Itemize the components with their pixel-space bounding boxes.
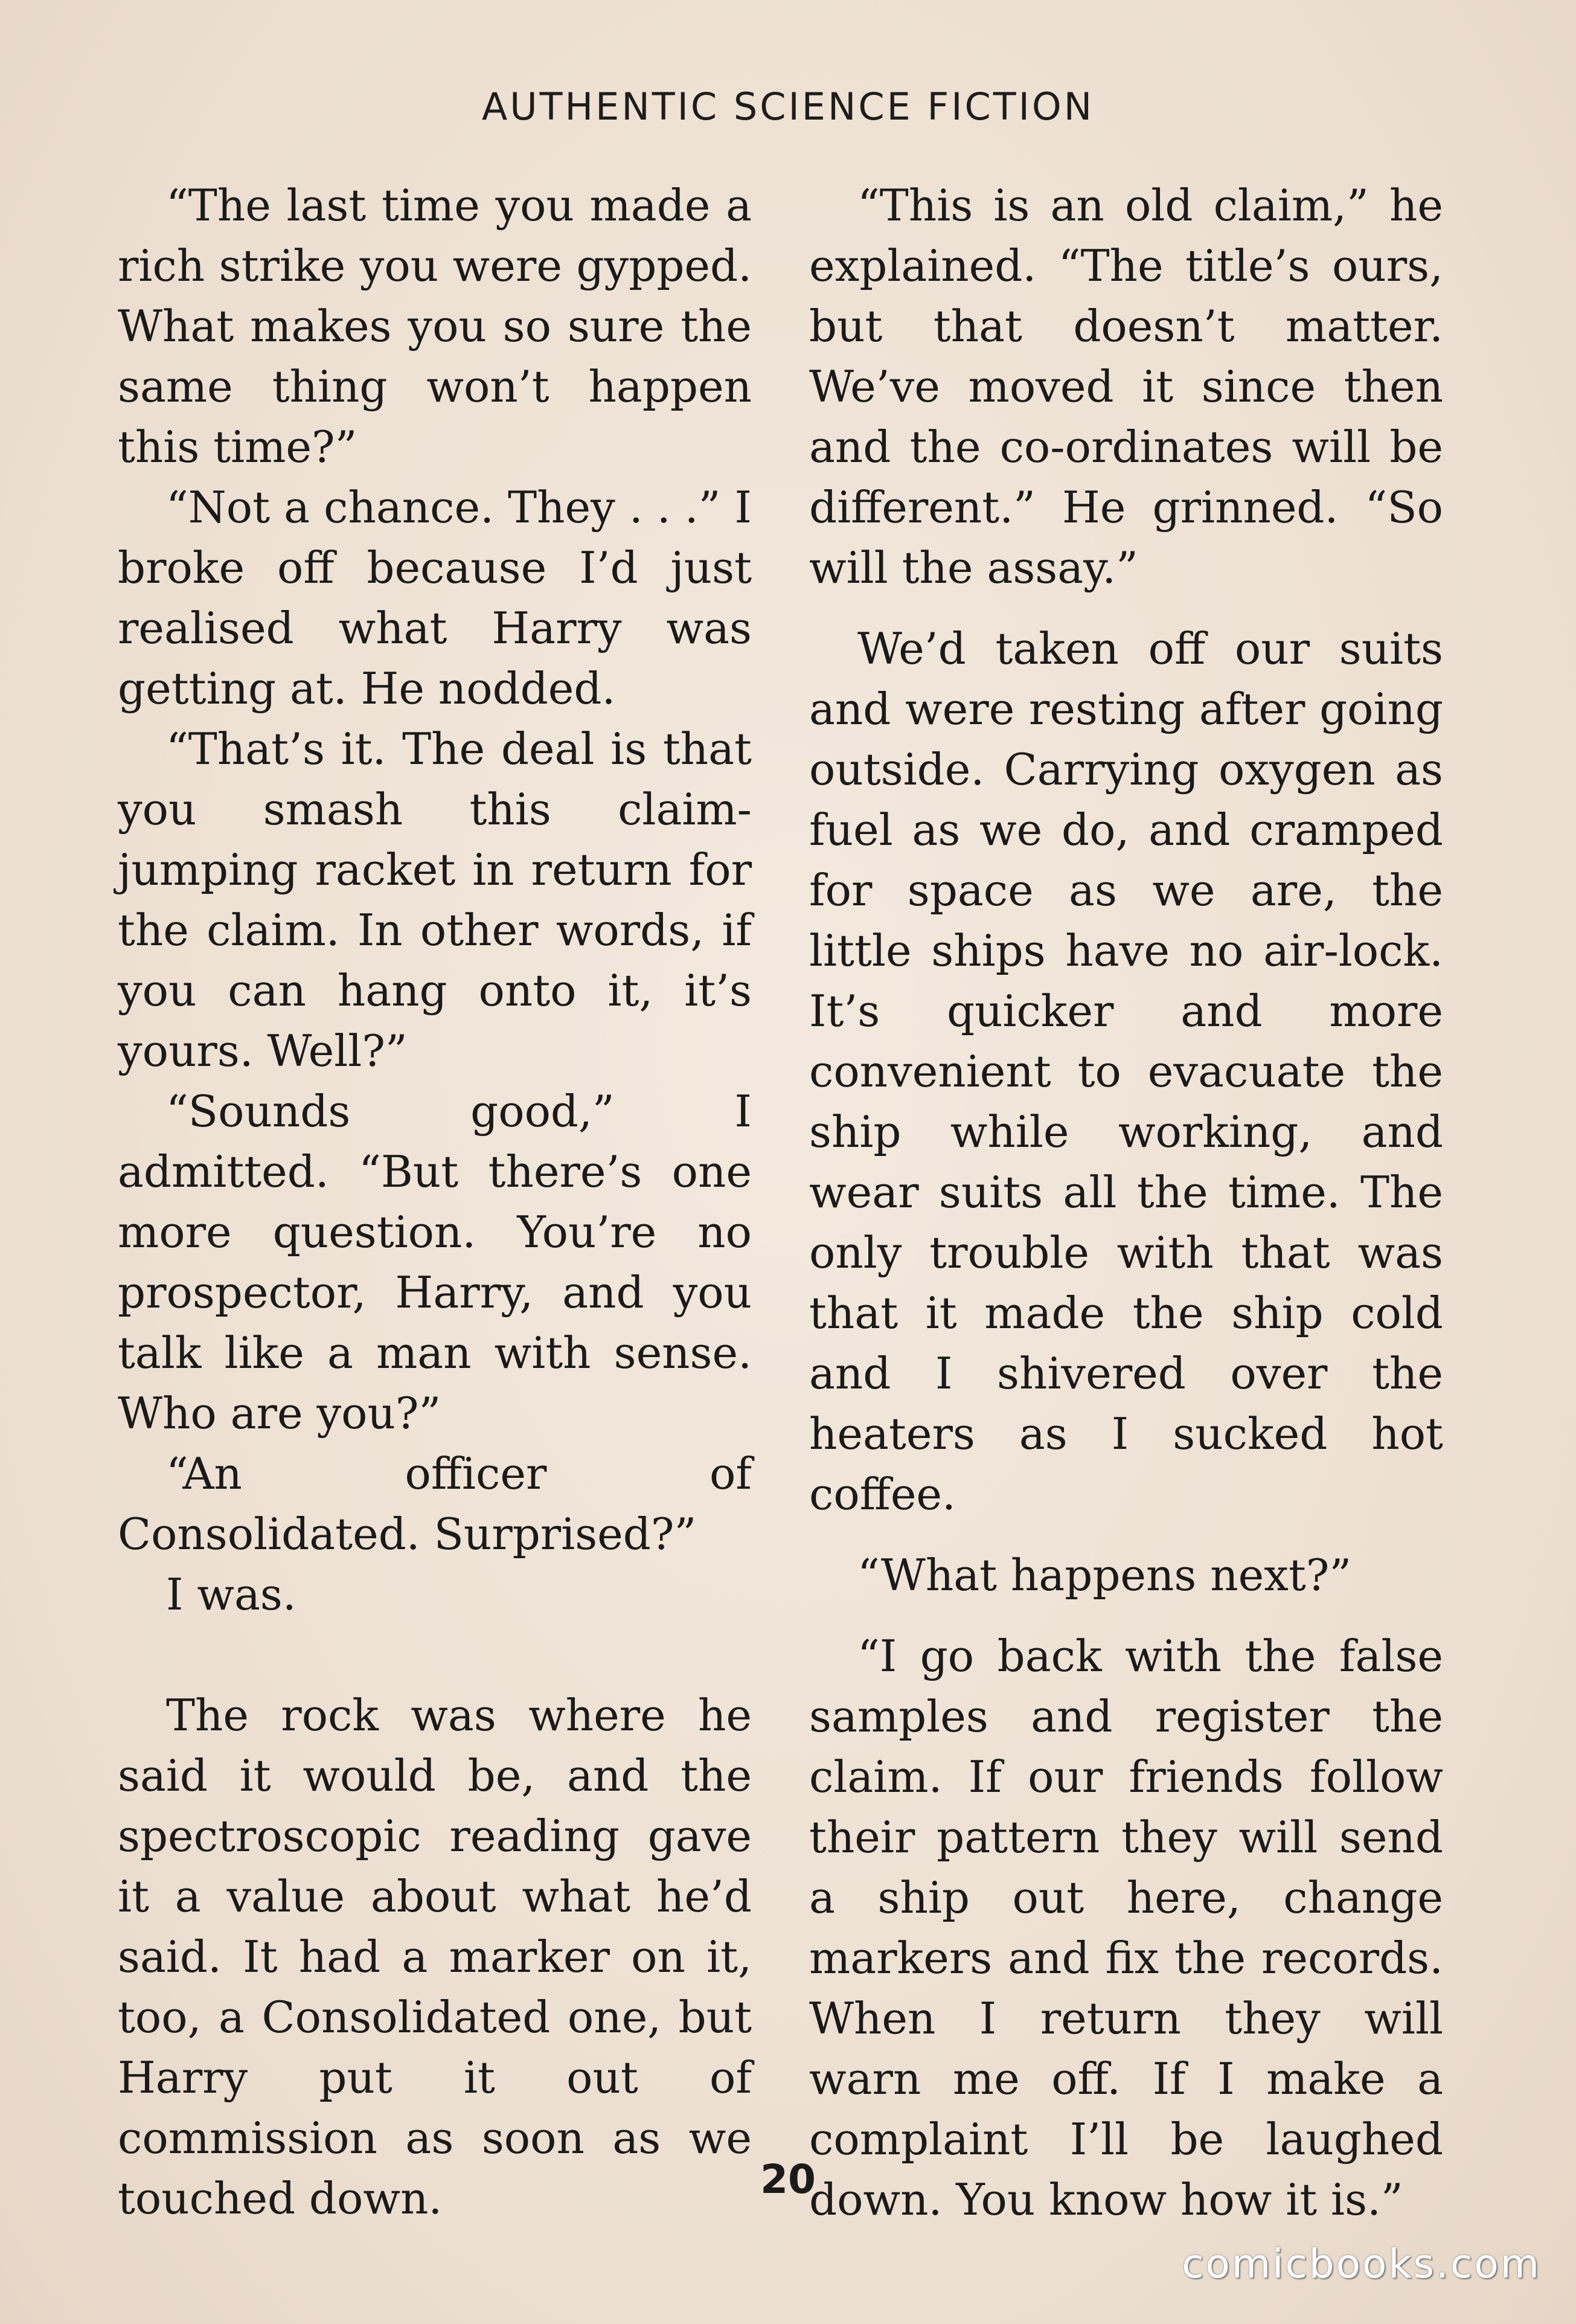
paragraph: “I go back with the false samples and register the claim. If our friends follow their pattern they will send a ship out here, change markers and fix the records. When I return they will warn me off. If I make a complaint I’ll be laughed down. You know how it is.” — [809, 1631, 1443, 2225]
paragraph: “What happens next?” — [857, 1550, 1352, 1600]
paragraph: The rock was where he said it would be, and the spectroscopic reading gave it a value about what he’d said. It had a marker on it, too, a Consolidated one, but Harry put it out of commission as soon as we touched down. — [118, 1690, 752, 2224]
paragraph: “That’s it. The deal is that you smash this claim-jumping racket in return for the claim. In other words, if you can hang onto it, it’s yours. Well?” — [118, 724, 752, 1076]
running-head-title: AUTHENTIC SCIENCE FICTION — [481, 85, 1095, 129]
paragraph: “An officer of Consolidated. Surprised?” — [118, 1448, 752, 1559]
paragraph: “Not a chance. They . . .” I broke off because I’d just realised what Harry was getting at. He nodded. — [118, 482, 752, 714]
right-text-column — [809, 175, 1443, 2230]
paragraph: I was. — [166, 1569, 296, 1620]
paragraph: “This is an old claim,” he explained. “The title’s ours, but that doesn’t matter. We’ve moved it since then and the co-ordinates will be different.” He grinned. “So will the assay.” — [809, 180, 1443, 593]
paragraph: “The last time you made a rich strike you were gypped. What makes you so sure the same thing won’t happen this time?” — [118, 180, 752, 472]
watermark-text: comicbooks.com — [1182, 2241, 1541, 2287]
left-text-column — [118, 175, 752, 2229]
paragraph: We’d taken off our suits and were resting after going outside. Carrying oxygen as fuel as we do, and cramped for space as we are, the little ships have no air-lock. It’s quicker and more convenient to evacuate the ship while working, and wear suits all the time. The only trouble with that was that it made the ship cold and I shivered over the heaters as I sucked hot coffee. — [809, 623, 1443, 1520]
paragraph: “Sounds good,” I admitted. “But there’s one more question. You’re no prospector, Harry, and you talk like a man with sense. Who are you?” — [118, 1086, 752, 1439]
page-number: 20 — [760, 2156, 816, 2203]
